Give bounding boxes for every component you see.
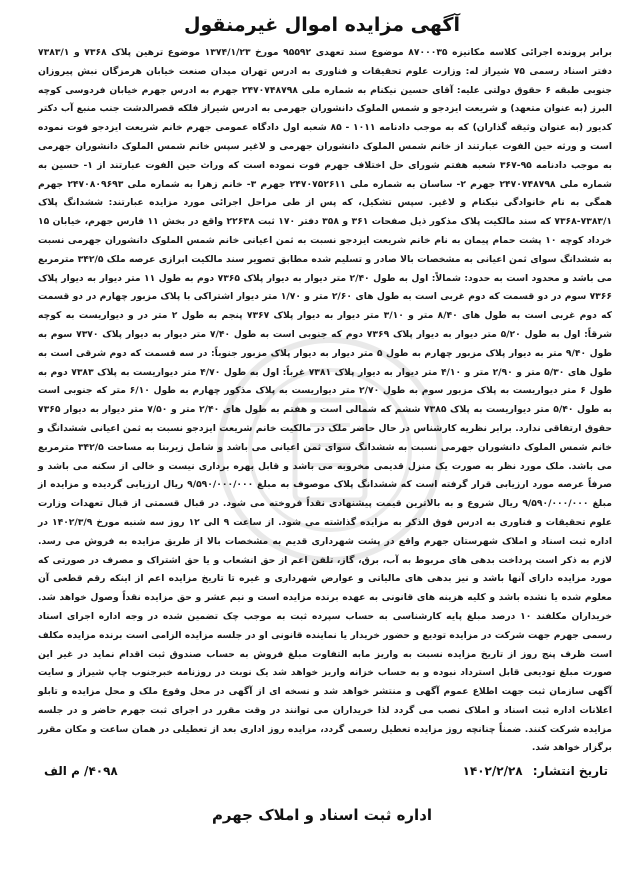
notice-title: آگهی مزایده اموال غیرمنقول bbox=[184, 14, 460, 36]
publish-date-value: ۱۴۰۲/۲/۲۸ bbox=[462, 764, 523, 778]
reference-code: ۴۰۹۸/ م الف bbox=[44, 764, 118, 778]
publish-date-label: تاریخ انتشار: bbox=[532, 764, 608, 778]
issuing-office: اداره ثبت اسناد و املاک جهرم bbox=[211, 806, 433, 824]
publish-date bbox=[463, 764, 608, 778]
notice-body: برابر پرونده اجرائی کلاسه مکانیزه ۸۷۰۰۰۳۵ موضوع سند تعهدی ۹۵۵۹۲ مورخ ۱۳۷۴/۱/۲۳ موضوع ترهین پلاک ۷۳۶۸ و ۷۳۸۳/۱ دفتر اسناد رسمی ۷۵ شیراز له: وزارت علوم تحقیقات و فناوری به ادرس تهران میدان صنعت خیابان هرمزگان نبش پیروزان جنوبی طبقه ۶ حقوق دولتی علیه: آقای حسین نیکنام به شماره ملی ۲۴۷۰۷۴۸۷۹۸ جهرم به ادرس جهرم خیابان فردوسی کوچه البرز (به عنوان متعهد) و شریعت ایزدجو و شمس الملوک دانشوران جهرمی به ادرس شیراز فلکه قصرالدشت جنب منبع آب دکتر کدیور (به عنوان وثیقه گذاران) که به موجب دادنامه ۱۰۱۱ - ۸۵ شعبه اول دادگاه عمومی جهرم خانم شریعت ایزدجو فوت نموده است و ورثه حین الفوت عبارتند از خانم شمس الملوک دانشوران جهرمی و لاغیر سپس خانم شمس الملوک دانشوران جهرمی به موجب دادنامه ۹۵-۳۶۷ شعبه هفتم شورای حل اختلاف جهرم فوت نموده است که وراث حین الفوت عبارتند از ۱- حسین به شماره ملی ۲۴۷۰۷۴۸۷۹۸ جهرم ۲- ساسان به شماره ملی ۲۴۷۰۷۵۲۶۱۱ جهرم ۳- خانم زهرا به شماره ملی ۲۴۷۰۸۰۹۶۹۳ جهرم همگی به نام خانوادگی نیکنام و لاغیر. سپس تشکیل، که پس از طی مراحل اجرائی مورد مزایده عبارتند: ششدانگ پلاک ۷۳۸۳/۱-۷۳۶۸ که سند مالکیت پلاک مذکور ذیل صفحات ۳۶۱ و ۳۵۸ دفتر ۱۷۰ ثبت ۲۲۶۳۸ واقع در بخش ۱۱ فارس جهرم، خیابان ۱۵ خرداد کوچه ۱۰ پشت حمام پیمان به نام خانم شریعت ایزدجو نسبت به ثمن اعیانی خانم شمس الملوک دانشوران جهرمی نسبت به ششدانگ سوای ثمن اعیانی به مشخصات بالا صادر و تسلیم شده مطابق تصویر سند مالکیت ابرازی عرصه ملک ۳۴۲/۵ مترمربع می باشد و محدود است به حدود: شمالاً: اول به طول ۲/۴۰ متر دیوار به دیوار پلاک ۷۳۶۵ دوم به طول ۱۱ متر دیوار به دیوار پلاک ۷۳۶۶ سوم در دو قسمت که دوم غربی است به طول های ۲/۶۰ متر و ۱/۷۰ متر دیوار اشتراکی با پلاک مزبور چهارم در دو قسمت که دوم غربی است به طول های ۸/۴۰ متر و ۳/۱۰ متر دیوار به دیوار پلاک ۷۳۶۷ پنجم به طول ۲ متر در و دیواریست به کوچه شرقاً: اول به طول ۵/۲۰ متر دیوار به دیوار پلاک ۷۳۶۹ دوم که جنوبی است به طول ۷/۴۰ متر دیوار به دیوار پلاک ۷۳۷۰ سوم به طول ۹/۴۰ متر به دیوار پلاک مزبور چهارم به طول ۵ متر دیوار به دیوار پلاک مزبور جنوباً: در سه قسمت که دوم شرقی است به طول های ۵/۳۰ متر و ۲/۹۰ متر و ۴/۱۰ متر دیوار به دیوار پلاک ۷۳۸۱ غرباً: اول به طول ۴/۷۰ متر دیواریست به پلاک ۷۳۸۳ دوم به طول ۶ متر دیواریست به پلاک مزبور سوم به طول ۲/۷۰ متر دیواریست به پلاک مذکور چهارم به طول ۶/۱۰ متر که جنوبی است به طول ۵/۴۰ متر دیواریست به پلاک ۷۳۸۵ ششم که شمالی است و هفتم به طول های ۲/۴۰ متر و ۷/۵۰ متر دیوار به دیوار ۷۳۶۵ حقوق ارتفاقی ندارد. برابر نظریه کارشناس در حال حاضر ملک در مالکیت خانم شریعت ایزدجو نسبت به ثمن اعیانی ششدانگ و خانم شمس الملوک دانشوران جهرمی نسبت به ششدانگ سوای ثمن اعیانی می باشد و شامل زیربنا به مساحت ۳۴۲/۵ مترمربع می باشد. ملک مورد نظر به صورت یک منزل قدیمی مخروبه می باشد و قابل بهره برداری نیست و خالی از سکنه می باشد و صرفاً عرصه مورد ارزیابی قرار گرفته است که ششدانگ پلاک موصوف به مبلغ ۹/۵۹۰/۰۰۰/۰۰۰ ریال ارزیابی گردیده و مزایده از مبلغ ۹/۵۹۰/۰۰۰/۰۰۰ ریال شروع و به بالاترین قیمت پیشنهادی نقداً فروخته می شود. در قبال قسمتی از قبال تعهدات وزارت علوم تحقیقات و فناوری به ادرس فوق الذکر به مزایده گذاشته می شود. از ساعت ۹ الی ۱۲ روز سه شنبه مورخ ۱۴۰۲/۳/۹ در اداره ثبت اسناد و املاک شهرستان جهرم واقع در پشت شهرداری قدیم به مشخصات بالا از طریق مزایده به فروش می رسد. لازم به ذکر است پرداخت بدهی های مربوط به آب، برق، گاز، تلفن اعم از حق انشعاب و یا حق اشتراک و مصرف در صورتی که مورد مزایده دارای آنها باشد و نیز بدهی های مالیاتی و عوارض شهرداری و غیره تا تاریخ مزایده اعم از اینکه رقم قطعی آن معلوم شده یا نشده باشد و کلیه هزینه های قانونی به عهده برنده مزایده است و نیم عشر و حق مزایده نقداً وصول خواهد شد. خریداران مکلفند ۱۰ درصد مبلغ پایه کارشناسی به حساب سپرده ثبت به موجب چک تضمین شده در وجه اداره اجرای اسناد رسمی جهرم جهت شرکت در مزایده تودیع و حضور خریدار یا نماینده قانونی او در جلسه مزایده الزامی است برنده مزایده مکلف است ظرف پنج روز از تاریخ مزایده نسبت به واریز مابه التفاوت مبلغ فروش به حساب صندوق ثبت اقدام نماید در غیر این صورت مبلغ تودیعی قابل استرداد نبوده و به حساب خزانه واریز خواهد شد یک نوبت در روزنامه خبرجنوب چاپ شیراز و سایت آگهی سازمان ثبت جهت اطلاع عموم آگهی و منتشر خواهد شد و نسخه ای از آگهی در محل وقوع ملک و محل مزایده و تابلو اعلانات اداره ثبت اسناد و املاک نصب می گردد لذا خریداران می توانند در وقت مقرر در اجرای ثبت جهرم حاضر و در جلسه مزایده شرکت کنند. ضمناً چنانچه روز مزایده تعطیل رسمی گردد، مزایده روز اداری بعد از تعطیلی در همان ساعت و مکان مقرر برگزار خواهد شد. bbox=[38, 47, 613, 754]
